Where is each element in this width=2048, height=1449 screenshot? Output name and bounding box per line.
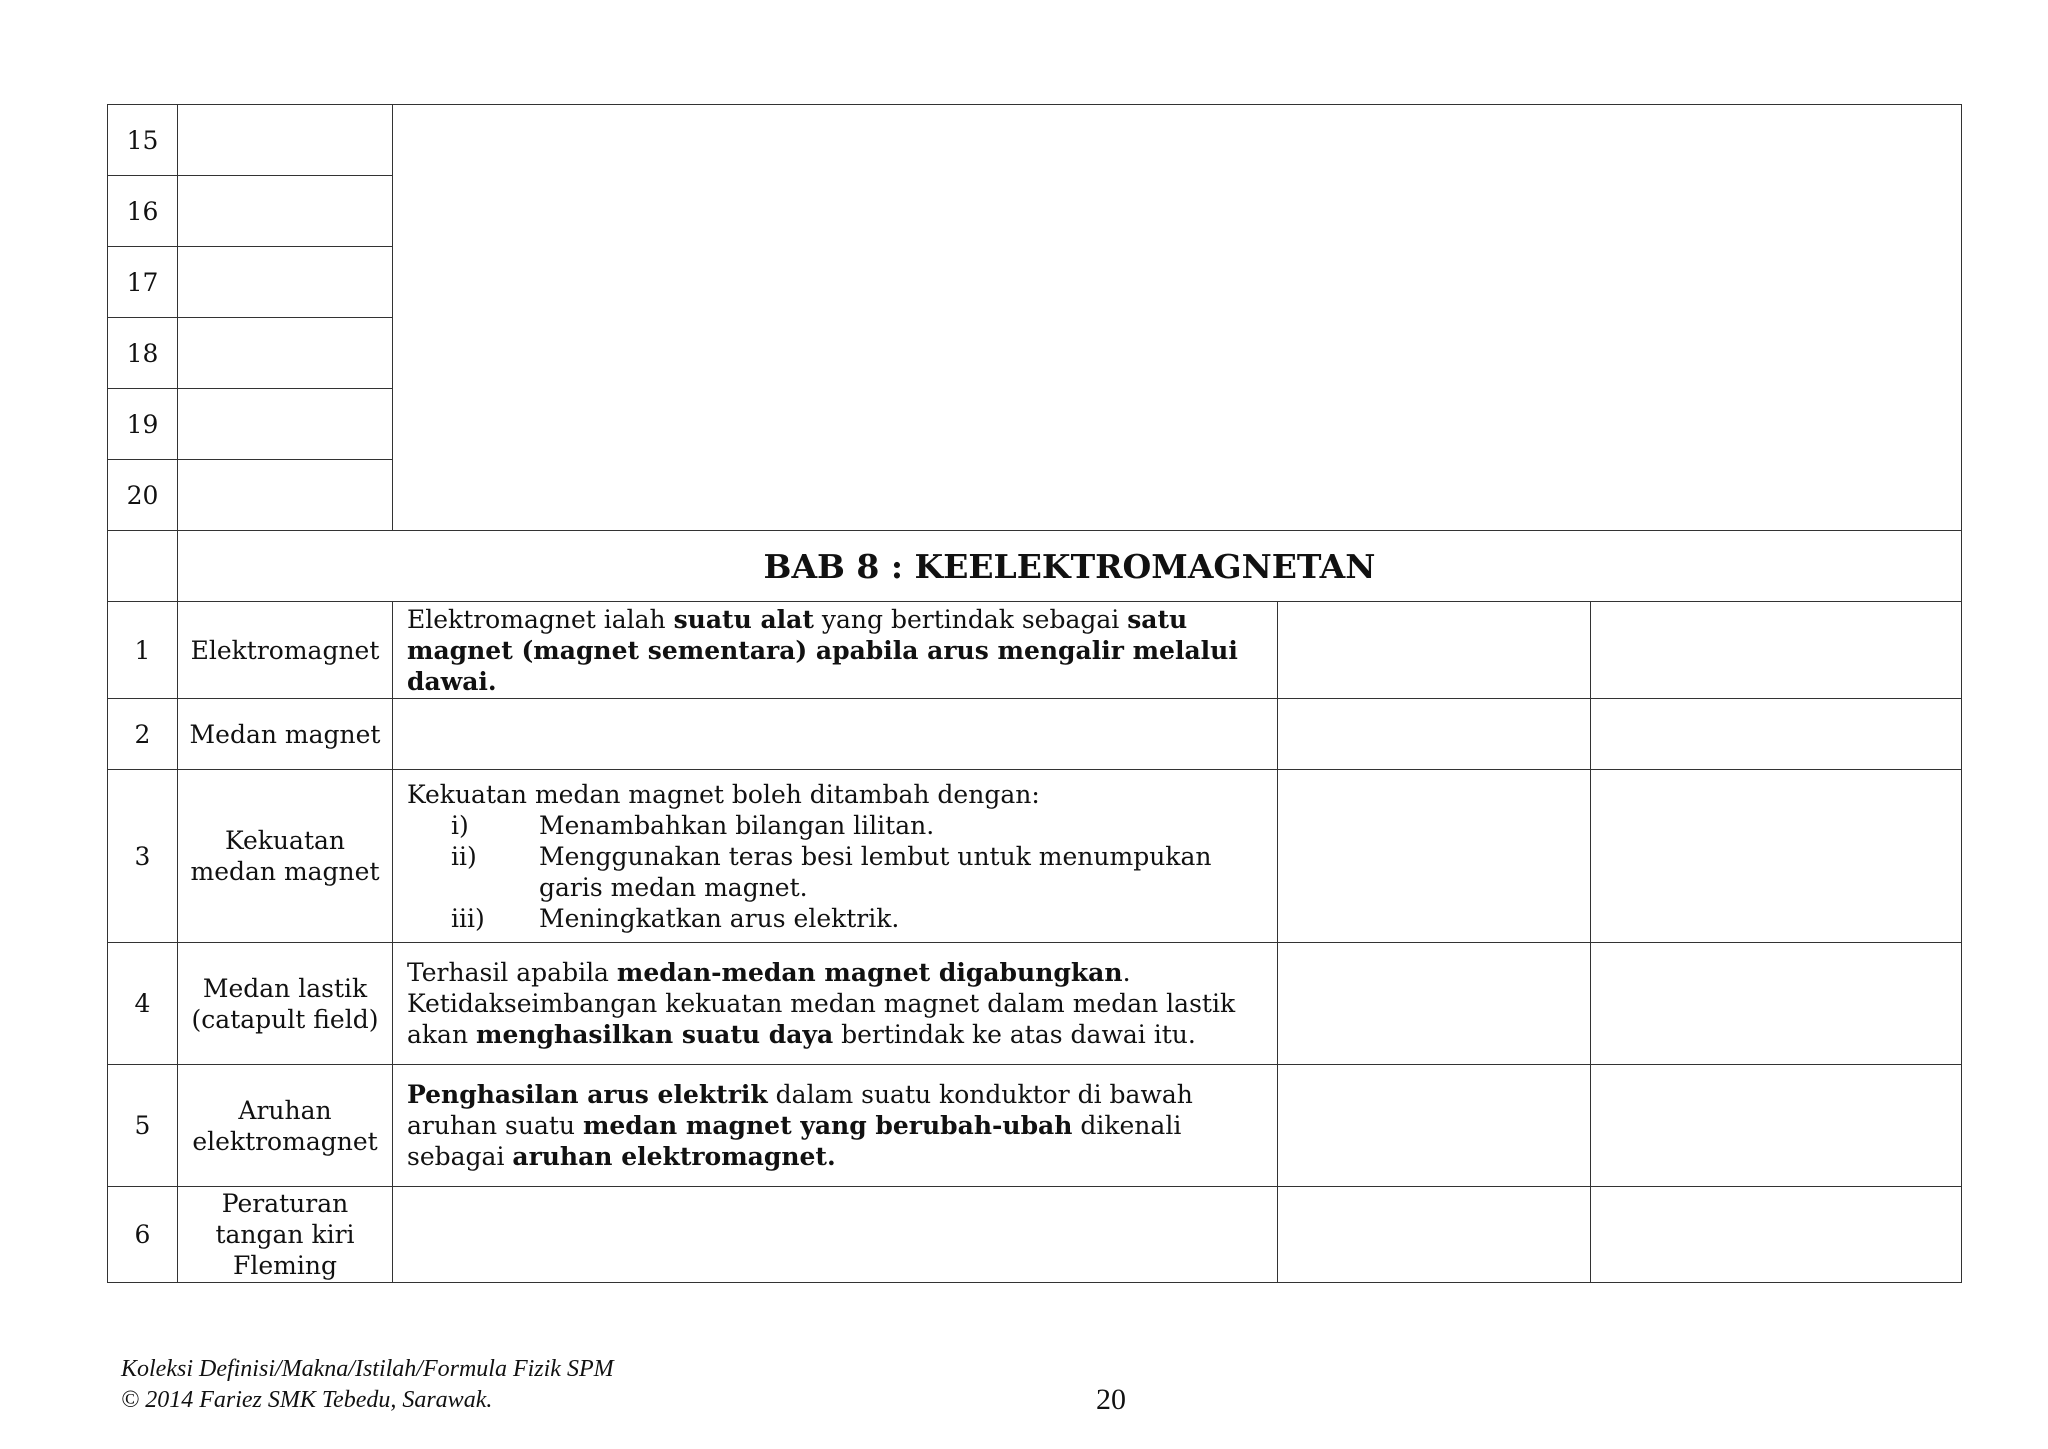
row-number: 15 xyxy=(108,105,178,176)
blank-cell xyxy=(108,531,178,602)
definition-text: Ketidakseimbangan kekuatan medan magnet dalam medan lastik akan xyxy=(407,989,1236,1049)
definition-cell xyxy=(393,770,1278,943)
term-line: elektromagnet xyxy=(192,1126,378,1156)
row-number: 20 xyxy=(108,460,178,531)
term-line: (catapult field) xyxy=(191,1004,379,1034)
footer xyxy=(121,1354,614,1416)
term-cell xyxy=(178,176,393,247)
blank-cell xyxy=(1591,770,1962,943)
definition-text: bertindak ke atas dawai itu. xyxy=(833,1020,1196,1049)
term-cell xyxy=(178,105,393,176)
definition-bold: Penghasilan arus elektrik xyxy=(407,1080,768,1109)
term-line: tangan kiri xyxy=(215,1220,355,1249)
table-row xyxy=(108,602,1962,699)
table-row xyxy=(108,1065,1962,1187)
definition-intro: Kekuatan medan magnet boleh ditambah dengan: xyxy=(407,779,1040,809)
row-number: 5 xyxy=(108,1065,178,1187)
definition-bold: suatu alat xyxy=(673,604,814,634)
list-item xyxy=(407,810,1263,841)
blank-cell xyxy=(1591,1065,1962,1187)
definition-cell xyxy=(393,602,1278,699)
table-row xyxy=(108,1187,1962,1283)
blank-cell xyxy=(1591,943,1962,1065)
blank-cell xyxy=(1278,1187,1591,1283)
blank-cell xyxy=(1278,943,1591,1065)
row-number: 4 xyxy=(108,943,178,1065)
row-number: 3 xyxy=(108,770,178,943)
definition-bold: aruhan elektromagnet. xyxy=(512,1142,836,1171)
blank-cell xyxy=(1591,1187,1962,1283)
term-cell xyxy=(178,943,393,1065)
term-line: Aruhan xyxy=(238,1095,332,1125)
definition-cell xyxy=(393,1187,1278,1283)
term-cell xyxy=(178,389,393,460)
term-cell xyxy=(178,460,393,531)
list-text: Meningkatkan arus elektrik. xyxy=(539,903,900,933)
definition-text: . xyxy=(1122,958,1131,987)
definition-line xyxy=(407,957,1263,988)
blank-cell xyxy=(1278,770,1591,943)
definition-text: yang bertindak sebagai xyxy=(813,604,1128,634)
table-row xyxy=(108,699,1962,770)
row-number: 17 xyxy=(108,247,178,318)
row-number: 18 xyxy=(108,318,178,389)
term-cell xyxy=(178,318,393,389)
term-line: Kekuatan xyxy=(224,826,345,855)
list-marker: ii) xyxy=(451,841,477,871)
definition-line xyxy=(407,988,1263,1050)
blank-cell xyxy=(1591,699,1962,770)
term-cell xyxy=(178,770,393,943)
row-number: 6 xyxy=(108,1187,178,1283)
row-number: 16 xyxy=(108,176,178,247)
definitions-table xyxy=(107,104,1962,1283)
term-line: Peraturan xyxy=(221,1189,349,1218)
row-number: 2 xyxy=(108,699,178,770)
chapter-row xyxy=(108,531,1962,602)
term-cell xyxy=(178,247,393,318)
definition-bold: medan magnet yang berubah-ubah xyxy=(582,1111,1073,1140)
definition-cell xyxy=(393,943,1278,1065)
list-marker: iii) xyxy=(451,903,485,933)
definition-cell xyxy=(393,699,1278,770)
definition-bold: medan-medan magnet digabungkan xyxy=(616,958,1123,987)
definition-text: dikenali sebagai xyxy=(407,1111,1182,1171)
blank-cell xyxy=(1591,602,1962,699)
term-cell: Elektromagnet xyxy=(178,602,393,699)
row-number: 1 xyxy=(108,602,178,699)
blank-cell xyxy=(1278,699,1591,770)
definition-bold: satu magnet (magnet sementara) apabila arus mengalir melalui dawai. xyxy=(407,604,1238,696)
page-number: 20 xyxy=(1096,1383,1126,1416)
definition-text: Terhasil apabila xyxy=(407,958,617,987)
table-row xyxy=(108,105,1962,176)
term-cell xyxy=(178,1187,393,1283)
term-cell: Medan magnet xyxy=(178,699,393,770)
term-cell xyxy=(178,1065,393,1187)
definition-text: dalam suatu konduktor di bawah aruhan suatu xyxy=(407,1080,1193,1140)
chapter-title: BAB 8 : KEELEKTROMAGNETAN xyxy=(178,531,1962,602)
blank-cell xyxy=(1278,1065,1591,1187)
list-text: Menggunakan teras besi lembut untuk menumpukan garis medan magnet. xyxy=(539,841,1212,902)
term-line: medan magnet xyxy=(190,857,380,886)
table-row xyxy=(108,943,1962,1065)
footer-title: Koleksi Definisi/Makna/Istilah/Formula Fizik SPM xyxy=(121,1356,614,1382)
term-line: Fleming xyxy=(233,1251,337,1280)
definition-bold: menghasilkan suatu daya xyxy=(476,1020,834,1049)
blank-cell xyxy=(393,105,1962,531)
definition-cell xyxy=(393,1065,1278,1187)
list-text: Menambahkan bilangan lilitan. xyxy=(539,810,935,840)
list-item xyxy=(407,903,1263,934)
table-row xyxy=(108,770,1962,943)
row-number: 19 xyxy=(108,389,178,460)
list-item xyxy=(407,841,1263,903)
footer-copyright: © 2014 Fariez SMK Tebedu, Sarawak. xyxy=(121,1387,493,1413)
definition-text: Elektromagnet ialah xyxy=(407,604,674,634)
term-line: Medan lastik xyxy=(202,973,368,1003)
list-marker: i) xyxy=(451,810,469,840)
blank-cell xyxy=(1278,602,1591,699)
